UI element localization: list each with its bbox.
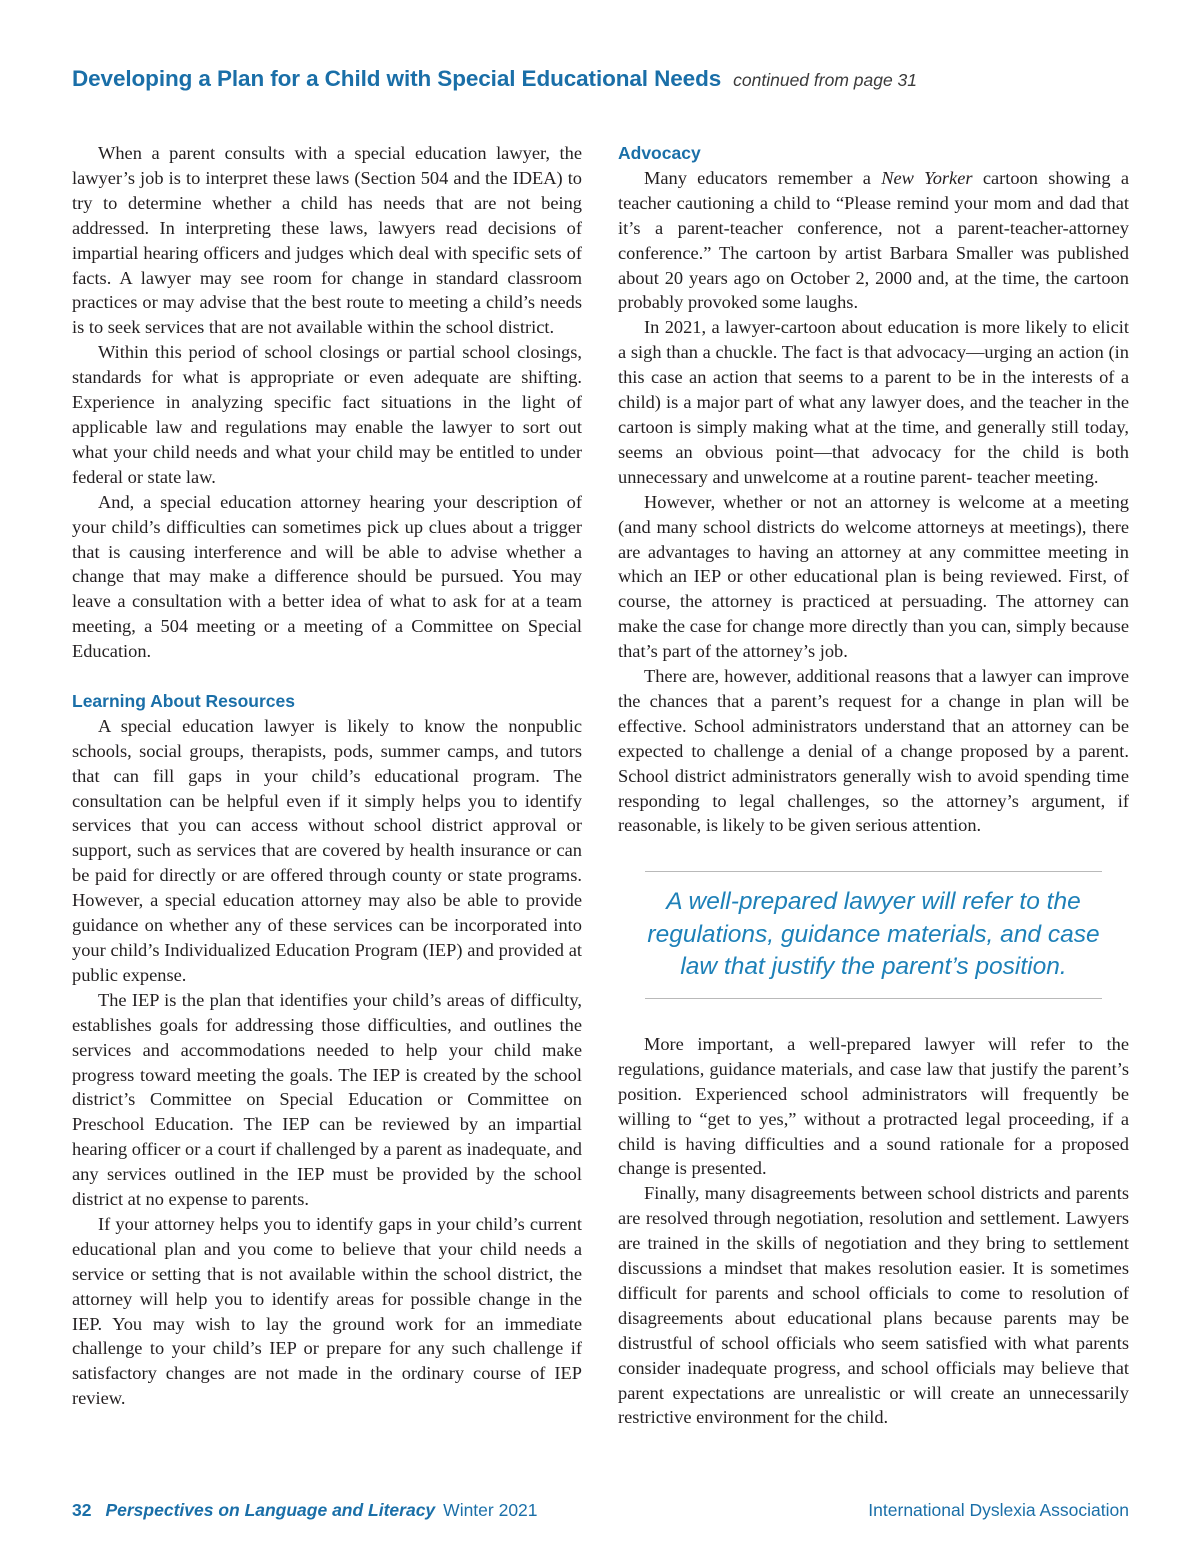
paragraph: More important, a well-prepared lawyer will refer to the regulations, guidance materials, and case law that justify the parent’s position. Experienced school administrators will frequently be willing to “get to yes,” without a protracted legal proceeding, if a child is having difficulties and a sound rationale for a proposed change is presented. <box>618 1033 1129 1179</box>
article-title: Developing a Plan for a Child with Special Educational Needs <box>72 66 722 91</box>
paragraph: The IEP is the plan that identifies your child’s areas of difficulty, establishes goals for addressing those difficulties, and outlines the services and accommodations needed to help your child make progress toward meeting the goals. The IEP is created by the school district’s Committee on Special Education or Committee on Preschool Education. The IEP can be reviewed by an impartial hearing officer or a court if challenged by a parent as inadequate, and any services outlined in the IEP must be provided by the school district at no expense to parents. <box>72 989 582 1210</box>
paragraph: When a parent consults with a special education lawyer, the lawyer’s job is to interpret these laws (Section 504 and the IDEA) to try to determine whether a child has needs that are not being addressed. In interpreting these laws, lawyers read decisions of impartial hearing officers and judges which deal with specific sets of facts. A lawyer may see room for change in standard classroom practices or may advise that the best route to meeting a child’s needs is to seek services that are not available within the school district. <box>72 143 582 338</box>
section-heading-resources: Learning About Resources <box>72 690 295 711</box>
pull-quote: A well-prepared lawyer will refer to the regulations, guidance materials, and case law that justify the parent’s position. <box>645 871 1102 999</box>
magazine-name: New Yorker <box>881 167 973 188</box>
right-column <box>618 141 1129 1430</box>
section-heading-advocacy: Advocacy <box>618 143 701 163</box>
continued-note: continued from page 31 <box>733 70 918 90</box>
text-run: Many educators remember a <box>644 167 882 188</box>
publication-name: Perspectives on Language and Literacy <box>105 1500 436 1520</box>
page-footer <box>72 1500 1129 1521</box>
organization-name: International Dyslexia Association <box>868 1500 1129 1520</box>
paragraph: In 2021, a lawyer-cartoon about education is more likely to elicit a sigh than a chuckle. The fact is that advocacy—urging an action (in this case an action that seems to a parent to be in the interests of a child) is a major part of what any lawyer does, and the teacher in the cartoon is simply making what at the time, and generally still today, seems an obvious point—that advocacy for the child is both unnecessary and unwelcome at a routine parent- teacher meeting. <box>618 317 1129 487</box>
paragraph: Within this period of school closings or partial school closings, standards for what is appropriate or even adequate are shifting. Experience in analyzing specific fact situations in the light of applicable law and regulations may enable the lawyer to sort out what your child needs and what your child may be entitled to under federal or state law. <box>72 342 582 487</box>
paragraph: However, whether or not an attorney is welcome at a meeting (and many school districts do welcome attorneys at meetings), there are advantages to having an attorney at any committee meeting in which an IEP or other educational plan is being reviewed. First, of course, the attorney is practiced at persuading. The attorney can make the case for change more directly than you can, simply because that’s part of the attorney’s job. <box>618 491 1129 662</box>
page-number: 32 <box>72 1500 92 1520</box>
paragraph <box>618 166 1129 315</box>
paragraph: There are, however, additional reasons that a lawyer can improve the chances that a parent’s request for a change in plan will be effective. School administrators understand that an attorney can be expected to challenge a denial of a change proposed by a parent. School district administrators generally wish to avoid spending time responding to legal challenges, so the attorney’s argument, if reasonable, is likely to be given serious attention. <box>618 666 1129 836</box>
paragraph: If your attorney helps you to identify gaps in your child’s current educational plan and you come to believe that your child needs a service or setting that is not available within the school district, the attorney will help you to identify areas for possible change in the IEP. You may wish to lay the ground work for an immediate challenge to your child’s IEP or prepare for any such challenge if satisfactory changes are not made in the ordinary course of IEP review. <box>72 1213 582 1409</box>
left-column <box>72 141 582 1411</box>
paragraph: Finally, many disagreements between school districts and parents are resolved through negotiation, resolution and settlement. Lawyers are trained in the skills of negotiation and they bring to settlement discussions a mindset that makes resolution easier. It is sometimes difficult for parents and school officials to come to resolution of disagreements about educational plans because parents may be distrustful of school officials who seem satisfied with what parents consider inadequate progress, and school officials may believe that parent expectations are unrealistic or will create an unnecessarily restrictive environment for the child. <box>618 1183 1129 1428</box>
paragraph: A special education lawyer is likely to know the nonpublic schools, social groups, therapists, pods, summer camps, and tutors that can fill gaps in your child’s educational program. The consultation can be helpful even if it simply helps you to identify services that you can access without school district approval or support, such as services that are covered by health insurance or can be paid for directly or are offered through county or state programs. However, a special education attorney may also be able to provide guidance on whether any of these services can be incorporated into your child’s Individualized Education Program (IEP) and provided at public expense. <box>72 715 582 985</box>
spacer <box>72 664 582 689</box>
text-run: cartoon showing a teacher cautioning a child to “Please remind your mom and dad that it’s a parent-teacher conference, not a parent-teacher-attorney conference.” The cartoon by artist Barbara Smaller was published about 20 years ago on October 2, 2000 and, at the time, the cartoon probably provoked some laughs. <box>618 167 1130 313</box>
paragraph: And, a special education attorney hearing your description of your child’s difficulties can sometimes pick up clues about a trigger that is causing interference and will be able to advise whether a change that may make a difference should be pursued. You may leave a consultation with a better idea of what to ask for at a team meeting, a 504 meeting or a meeting of a Committee on Special Education. <box>72 491 582 662</box>
page-header <box>72 66 1132 92</box>
issue-season: Winter 2021 <box>443 1500 538 1520</box>
